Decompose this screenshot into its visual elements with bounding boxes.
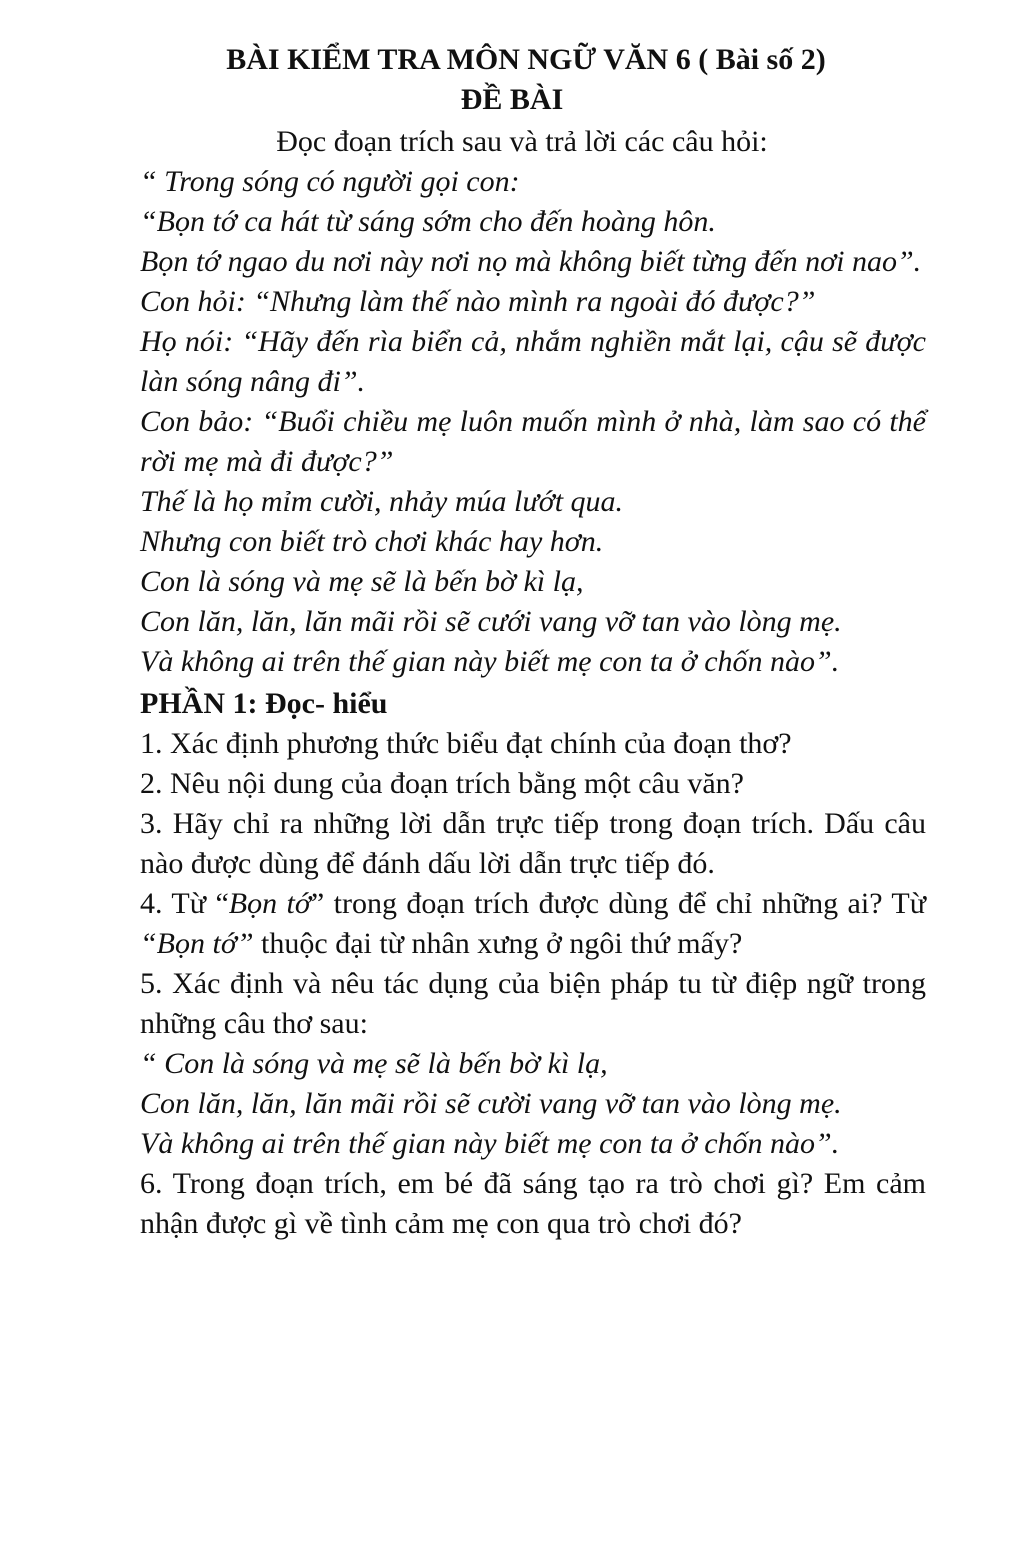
question-5-poem xyxy=(140,1044,926,1164)
question-2: 2. Nêu nội dung của đoạn trích bằng một câu văn? xyxy=(140,767,744,800)
question-4-term: Bọn tớ xyxy=(228,887,311,920)
question-6: 6. Trong đoạn trích, em bé đã sáng tạo ra trò chơi gì? Em cảm nhận được gì về tình cảm mẹ con qua trò chơi đó? xyxy=(140,1167,926,1240)
quoted-poem-line: “ Con là sóng và mẹ sẽ là bến bờ kì lạ, xyxy=(140,1047,608,1080)
part1-heading: PHẦN 1: Đọc- hiểu xyxy=(140,687,388,720)
excerpt-line: Nhưng con biết trò chơi khác hay hơn. xyxy=(140,525,604,558)
question-1: 1. Xác định phương thức biểu đạt chính của đoạn thơ? xyxy=(140,727,792,760)
excerpt-line: Con lăn, lăn, lăn mãi rồi sẽ cưới vang vỡ tan vào lòng mẹ. xyxy=(140,605,842,638)
quoted-poem-line: Con lăn, lăn, lăn mãi rồi sẽ cười vang vỡ tan vào lòng mẹ. xyxy=(140,1087,842,1120)
excerpt-line: Con bảo: “Buổi chiều mẹ luôn muốn mình ở nhà, làm sao có thể rời mẹ mà đi được?” xyxy=(140,405,926,478)
question-4-part: thuộc đại từ nhân xưng ở ngôi thứ mấy? xyxy=(253,927,743,960)
excerpt-line: “ Trong sóng có người gọi con: xyxy=(140,165,520,198)
quoted-poem-line: Và không ai trên thế gian này biết mẹ con ta ở chốn nào”. xyxy=(140,1127,840,1160)
excerpt-line: Con là sóng và mẹ sẽ là bến bờ kì lạ, xyxy=(140,565,584,598)
question-4-part: ” trong đoạn trích được dùng để chỉ những ai? Từ xyxy=(310,887,927,920)
exam-page xyxy=(140,40,926,1244)
excerpt-line: Và không ai trên thế gian này biết mẹ con ta ở chốn nào”. xyxy=(140,645,840,678)
excerpt-line: “Bọn tớ ca hát từ sáng sớm cho đến hoàng hôn. xyxy=(140,205,716,238)
question-3: 3. Hãy chỉ ra những lời dẫn trực tiếp trong đoạn trích. Dấu câu nào được dùng để đánh dấu lời dẫn trực tiếp đó. xyxy=(140,807,926,880)
excerpt-line: Bọn tớ ngao du nơi này nơi nọ mà không biết từng đến nơi nao”. xyxy=(140,245,922,278)
question-4 xyxy=(140,884,926,964)
question-4-term: “Bọn tớ” xyxy=(140,927,254,960)
question-4-part: 4. Từ “ xyxy=(140,887,229,920)
reading-instruction: Đọc đoạn trích sau và trả lời các câu hỏi: xyxy=(276,125,768,158)
exam-title: BÀI KIỂM TRA MÔN NGỮ VĂN 6 ( Bài số 2) xyxy=(226,43,826,76)
excerpt-line: Con hỏi: “Nhưng làm thế nào mình ra ngoài đó được?” xyxy=(140,285,816,318)
excerpt-line: Thế là họ mỉm cười, nhảy múa lướt qua. xyxy=(140,485,624,518)
excerpt-poem xyxy=(140,162,926,682)
question-5: 5. Xác định và nêu tác dụng của biện pháp tu từ điệp ngữ trong những câu thơ sau: xyxy=(140,967,926,1040)
exam-subtitle: ĐỀ BÀI xyxy=(460,83,564,116)
excerpt-line: Họ nói: “Hãy đến rìa biển cả, nhắm nghiền mắt lại, cậu sẽ được làn sóng nâng đi”. xyxy=(140,325,926,398)
